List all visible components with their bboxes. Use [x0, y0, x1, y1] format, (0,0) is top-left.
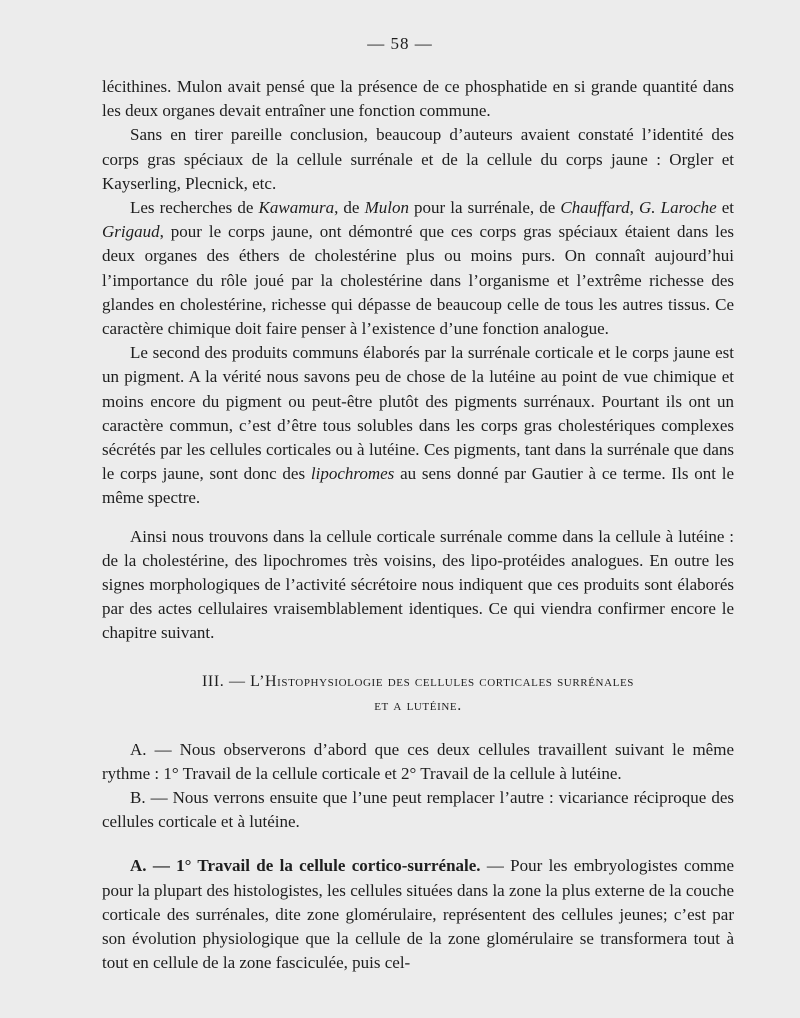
paragraph-6: A. — Nous observerons d’abord que ces deux cellules travaillent suivant le même rythme : 1° Travail de la cellule corticale et 2° Travail de la cellule à lutéine.: [102, 739, 734, 783]
paragraph-5: Ainsi nous trouvons dans la cellule corticale surrénale comme dans la cellule à lutéine : de la cholestérine, des lipochromes très voisins, des lipo-protéides analogues. En outre les signes morphologiques de l’activité sécrétoire nous indiquent que ces produits sont élaborés par des actes cellulaires vraisemblablement identiques. Ce qui viendra confirmer encore le chapitre suivant.: [102, 526, 734, 643]
subsection-title: A. — 1° Travail de la cellule cortico-surrénale.: [130, 856, 481, 876]
paragraph-8: A. — 1° Travail de la cellule cortico-surrénale. — Pour les embryologistes comme pour la plupart des histologistes, les cellules situées dans la zone la plus externe de la couche corticale des surrénales, dite zone glomérulaire, représentent des cellules jeunes; c’est par son évolution physiologique que la cellule de la zone glomérulaire se transformera tout à tout en cellule de la zone fasciculée, puis cel-: [102, 856, 734, 973]
paragraph-7: B. — Nous verrons ensuite que l’une peut remplacer l’autre : vicariance réciproque des cellules corticale et à lutéine.: [102, 788, 734, 832]
paragraph-2: Sans en tirer pareille conclusion, beaucoup d’auteurs avaient constaté l’identité des corps gras spéciaux de la cellule surrénale et de la cellule du corps jaune : Orgler et Kayserling, Plecnick, etc.: [102, 125, 734, 193]
section-heading-line-1: III. — L’Histophysiologie des cellules corticales surrénales: [202, 672, 634, 690]
page-body: [102, 75, 734, 976]
paragraph-4: Le second des produits communs élaborés par la surrénale corticale et le corps jaune est un pigment. A la vérité nous savons peu de chose de la lutéine au point de vue chimique et moins encore du pigment ou peut-être plutôt des pigments surrénaux. Pourtant ils ont un caractère commun, c’est d’être tous solubles dans les corps gras cholestériques complexes sécrétés par les cellules corticales ou à lutéine. Ces pigments, tant dans la surrénale que dans le corps jaune, sont donc des lipochromes au sens donné par Gautier à ce terme. Ils ont le même spectre.: [102, 343, 734, 508]
paragraph-1: lécithines. Mulon avait pensé que la présence de ce phosphatide en si grande quantité dans les deux organes devait entraîner une fonction commune.: [102, 77, 734, 121]
section-heading-line-2: et a lutéine.: [374, 696, 462, 714]
paragraph-3: Les recherches de Kawamura, de Mulon pour la surrénale, de Chauffard, G. Laroche et Grigaud, pour le corps jaune, ont démontré que ces corps gras spéciaux étaient dans les deux organes des éthers de cholestérine plus ou moins purs. On connaît aujourd’hui l’importance du rôle joué par la cholestérine dans l’organisme et l’extrême richesse des glandes en cholestérine, richesse qui dépasse de beaucoup celle de tous les autres tissus. Ce caractère chimique doit faire penser à l’existence d’une fonction analogue.: [102, 198, 735, 339]
section-heading: [102, 670, 734, 718]
page-number: — 58 —: [367, 34, 433, 53]
